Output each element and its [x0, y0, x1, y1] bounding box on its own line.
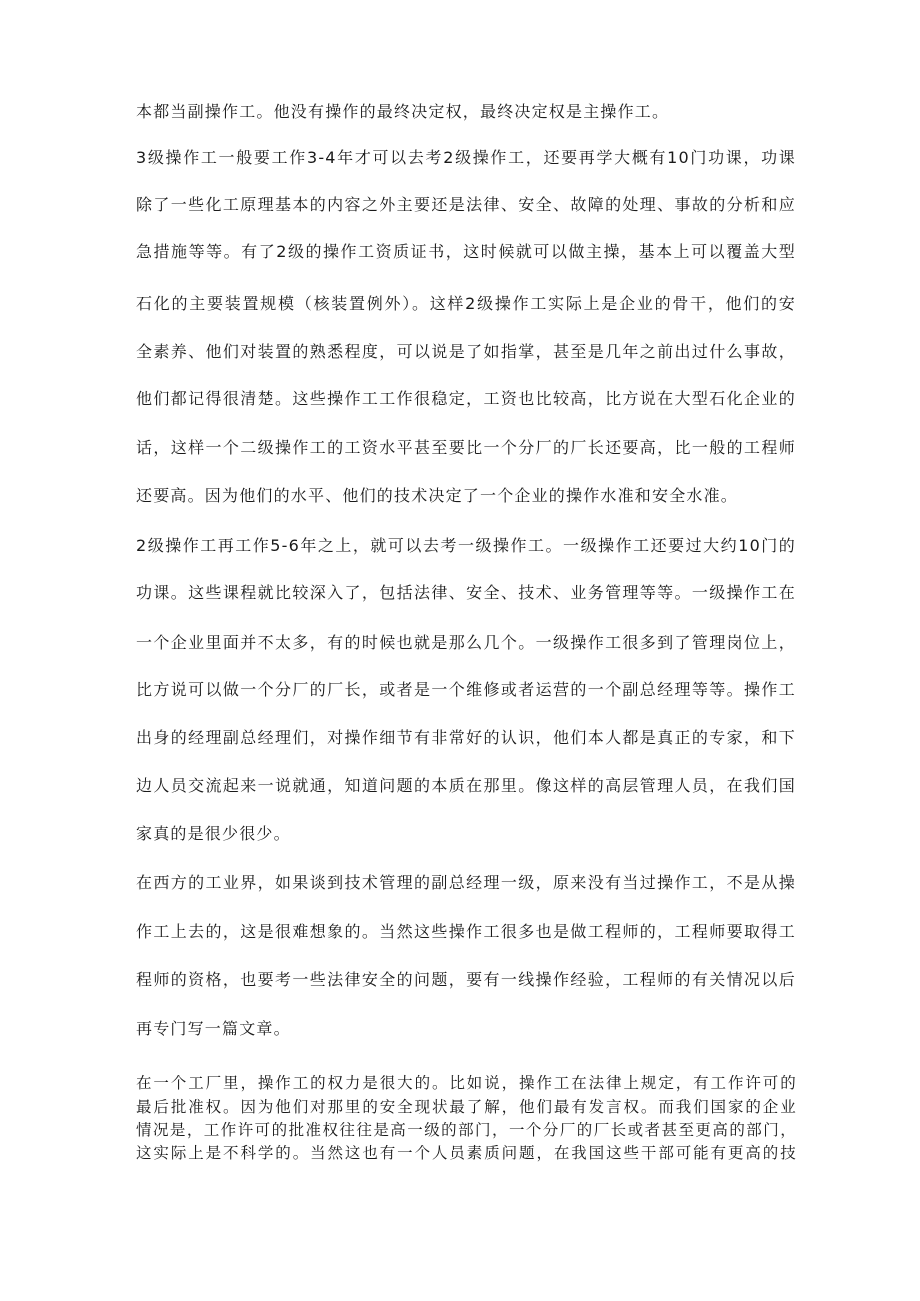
- text-line: 急措施等等。有了2级的操作工资质证书，这时候就可以做主操，基本上可以覆盖大型: [136, 242, 796, 261]
- text-line: 石化的主要装置规模（核装置例外）。这样2级操作工实际上是企业的骨干，他们的安: [136, 294, 796, 313]
- text-line: 家真的是很少很少。: [136, 824, 291, 843]
- text-line: 程师的资格，也要考一些法律安全的问题，要有一线操作经验，工程师的有关情况以后: [136, 970, 796, 989]
- text-line: 最后批准权。因为他们对那里的安全现状最了解，他们最有发言权。而我们国家的企业: [136, 1098, 796, 1116]
- text-line: 作工上去的，这是很难想象的。当然这些操作工很多也是做工程师的，工程师要取得工: [136, 922, 796, 941]
- text-line: 比方说可以做一个分厂的厂长，或者是一个维修或者运营的一个副总经理等等。操作工: [136, 680, 796, 699]
- text-line: 再专门写一篇文章。: [136, 1019, 291, 1038]
- text-line: 这实际上是不科学的。当然这也有一个人员素质问题，在我国这些干部可能有更高的技: [136, 1144, 796, 1162]
- text-line: 边人员交流起来一说就通，知道问题的本质在那里。像这样的高层管理人员，在我们国: [136, 776, 796, 795]
- text-line: 除了一些化工原理基本的内容之外主要还是法律、安全、故障的处理、事故的分析和应: [136, 195, 796, 214]
- text-line: 情况是，工作许可的批准权往往是高一级的部门，一个分厂的厂长或者甚至更高的部门，: [136, 1121, 796, 1139]
- text-line: 2级操作工再工作5-6年之上，就可以去考一级操作工。一级操作工还要过大约10门的: [136, 536, 796, 555]
- text-line: 全素养、他们对装置的熟悉程度，可以说是了如指掌，甚至是几年之前出过什么事故，: [136, 342, 796, 361]
- text-line: 在一个工厂里，操作工的权力是很大的。比如说，操作工在法律上规定，有工作许可的: [136, 1074, 796, 1092]
- text-line: 3级操作工一般要工作3-4年才可以去考2级操作工，还要再学大概有10门功课，功课: [136, 148, 796, 167]
- text-line: 功课。这些课程就比较深入了，包括法律、安全、技术、业务管理等等。一级操作工在: [136, 583, 796, 602]
- text-line: 本都当副操作工。他没有操作的最终决定权，最终决定权是主操作工。: [136, 102, 670, 121]
- text-line: 一个企业里面并不太多，有的时候也就是那么几个。一级操作工很多到了管理岗位上，: [136, 633, 796, 652]
- text-line: 还要高。因为他们的水平、他们的技术决定了一个企业的操作水准和安全水准。: [136, 486, 739, 505]
- text-line: 在西方的工业界，如果谈到技术管理的副总经理一级，原来没有当过操作工，不是从操: [136, 873, 796, 892]
- text-line: 他们都记得很清楚。这些操作工工作很稳定，工资也比较高，比方说在大型石化企业的: [136, 389, 796, 408]
- text-line: 话，这样一个二级操作工的工资水平甚至要比一个分厂的厂长还要高，比一般的工程师: [136, 438, 796, 457]
- text-line: 出身的经理副总经理们，对操作细节有非常好的认识，他们本人都是真正的专家，和下: [136, 728, 796, 747]
